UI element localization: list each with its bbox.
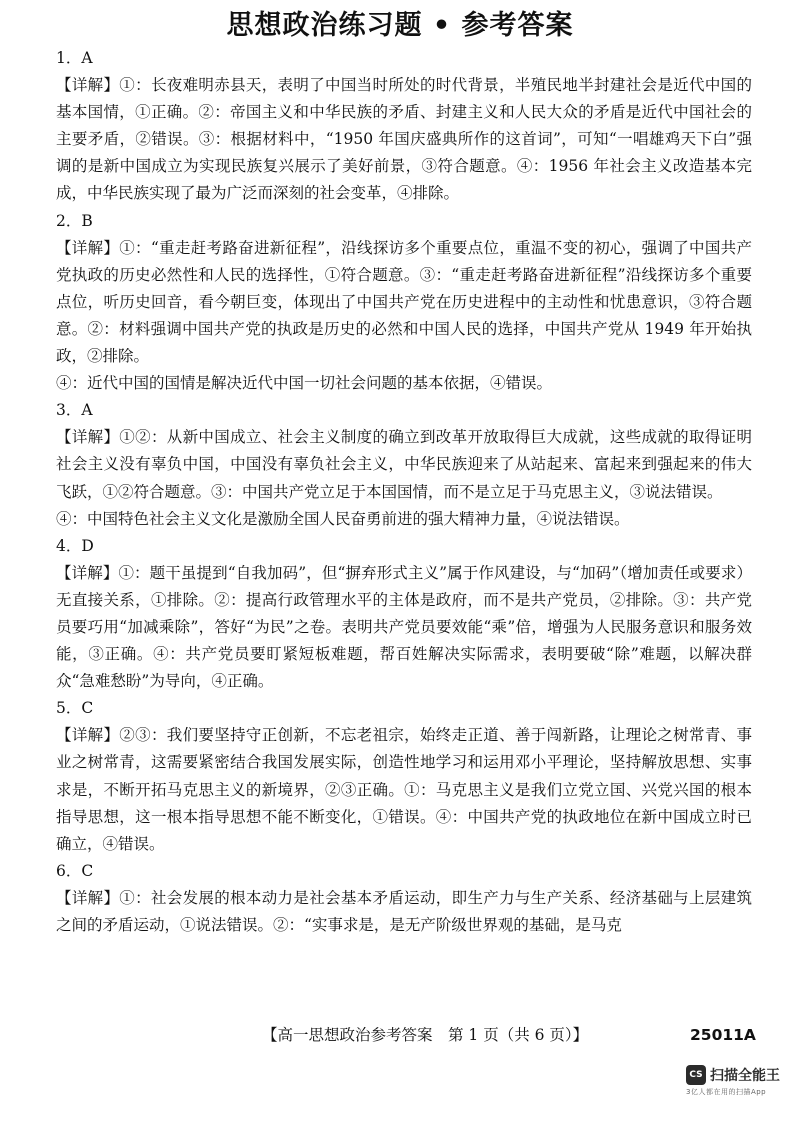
- document-code: 25011A: [690, 1026, 756, 1044]
- answer-list: [56, 45, 752, 939]
- watermark-subtitle: 3亿人都在用的扫描App: [686, 1087, 767, 1096]
- question-number: 6．C: [56, 861, 94, 880]
- watermark-name: 扫描全能王: [710, 1067, 780, 1084]
- page-footer: 【高一思想政治参考答案 第 1 页（共 6 页）】: [262, 1026, 589, 1044]
- answer-explanation: 【详解】①：长夜难明赤县天，表明了中国当时所处的时代背景，半殖民地半封建社会是近代中国的基本国情，①正确。②：帝国主义和中华民族的矛盾、封建主义和人民大众的矛盾是近代中国社会的主要矛盾，②错误。③：根据材料中，“1950 年国庆盛典所作的这首词”，可知“一唱雄鸡天下白”强调的是新中国成立为实现民族复兴展示了美好前景，③符合题意。④：1956 年社会主义改造基本完成，中华民族实现了最为广泛而深刻的社会变革，④排除。: [56, 76, 752, 203]
- camscanner-logo-icon: CS: [686, 1065, 706, 1085]
- answer-item: [56, 533, 752, 696]
- question-number: 5．C: [56, 699, 94, 718]
- answer-explanation: ④：中国特色社会主义文化是激励全国人民奋勇前进的强大精神力量，④说法错误。: [56, 509, 630, 528]
- answer-explanation: 【详解】①：社会发展的根本动力是社会基本矛盾运动，即生产力与生产关系、经济基础与上层建筑之间的矛盾运动，①说法错误。②：“实事求是，是无产阶级世界观的基础，是马克: [56, 888, 752, 934]
- scanner-watermark: [686, 1064, 786, 1097]
- answer-item: [56, 397, 752, 532]
- page-title: 思想政治练习题 • 参考答案: [226, 10, 574, 41]
- answer-item: [56, 208, 752, 398]
- answer-item: [56, 858, 752, 939]
- answer-explanation: 【详解】②③：我们要坚持守正创新，不忘老祖宗，始终走正道、善于闯新路，让理论之树常青、事业之树常青，这需要紧密结合我国发展实际，创造性地学习和运用邓小平理论，坚持解放思想、实事求是，不断开拓马克思主义的新境界，②③正确。①：马克思主义是我们立党立国、兴党兴国的根本指导思想，这一根本指导思想不能不断变化，①错误。④：中国共产党的执政地位在新中国成立时已确立，④错误。: [56, 726, 752, 853]
- answer-explanation: 【详解】①②：从新中国成立、社会主义制度的确立到改革开放取得巨大成就，这些成就的取得证明社会主义没有辜负中国，中国没有辜负社会主义，中华民族迎来了从站起来、富起来到强起来的伟大飞跃，①②符合题意。③：中国共产党立足于本国国情，而不是立足于马克思主义，③说法错误。: [56, 428, 752, 501]
- question-number: 3．A: [56, 401, 93, 420]
- answer-item: [56, 695, 752, 858]
- question-number: 2．B: [56, 211, 93, 230]
- answer-item: [56, 45, 752, 208]
- answer-explanation: 【详解】①：题干虽提到“自我加码”，但“摒弃形式主义”属于作风建设，与“加码”（增加责任或要求）无直接关系，①排除。②：提高行政管理水平的主体是政府，而不是共产党员，②排除。③：共产党员要巧用“加减乘除”，答好“为民”之卷。表明共产党员要效能“乘”倍，增强为人民服务意识和服务效能，③正确。④：共产党员要盯紧短板难题，帮百姓解决实际需求，表明要破“除”难题，以解决群众“急难愁盼”为导向，④正确。: [56, 563, 752, 691]
- answer-explanation: ④：近代中国的国情是解决近代中国一切社会问题的基本依据，④错误。: [56, 374, 553, 393]
- answer-explanation: 【详解】①：“重走赶考路奋进新征程”，沿线探访多个重要点位，重温不变的初心，强调了中国共产党执政的历史必然性和人民的选择性，①符合题意。③：“重走赶考路奋进新征程”沿线探访多个重要点位，听历史回音，看今朝巨变，体现出了中国共产党在历史进程中的主动性和忧患意识，③符合题意。②：材料强调中国共产党的执政是历史的必然和中国人民的选择，中国共产党从 1949 年开始执政，②排除。: [56, 238, 752, 366]
- question-number: 4．D: [56, 536, 94, 555]
- question-number: 1．A: [56, 49, 93, 67]
